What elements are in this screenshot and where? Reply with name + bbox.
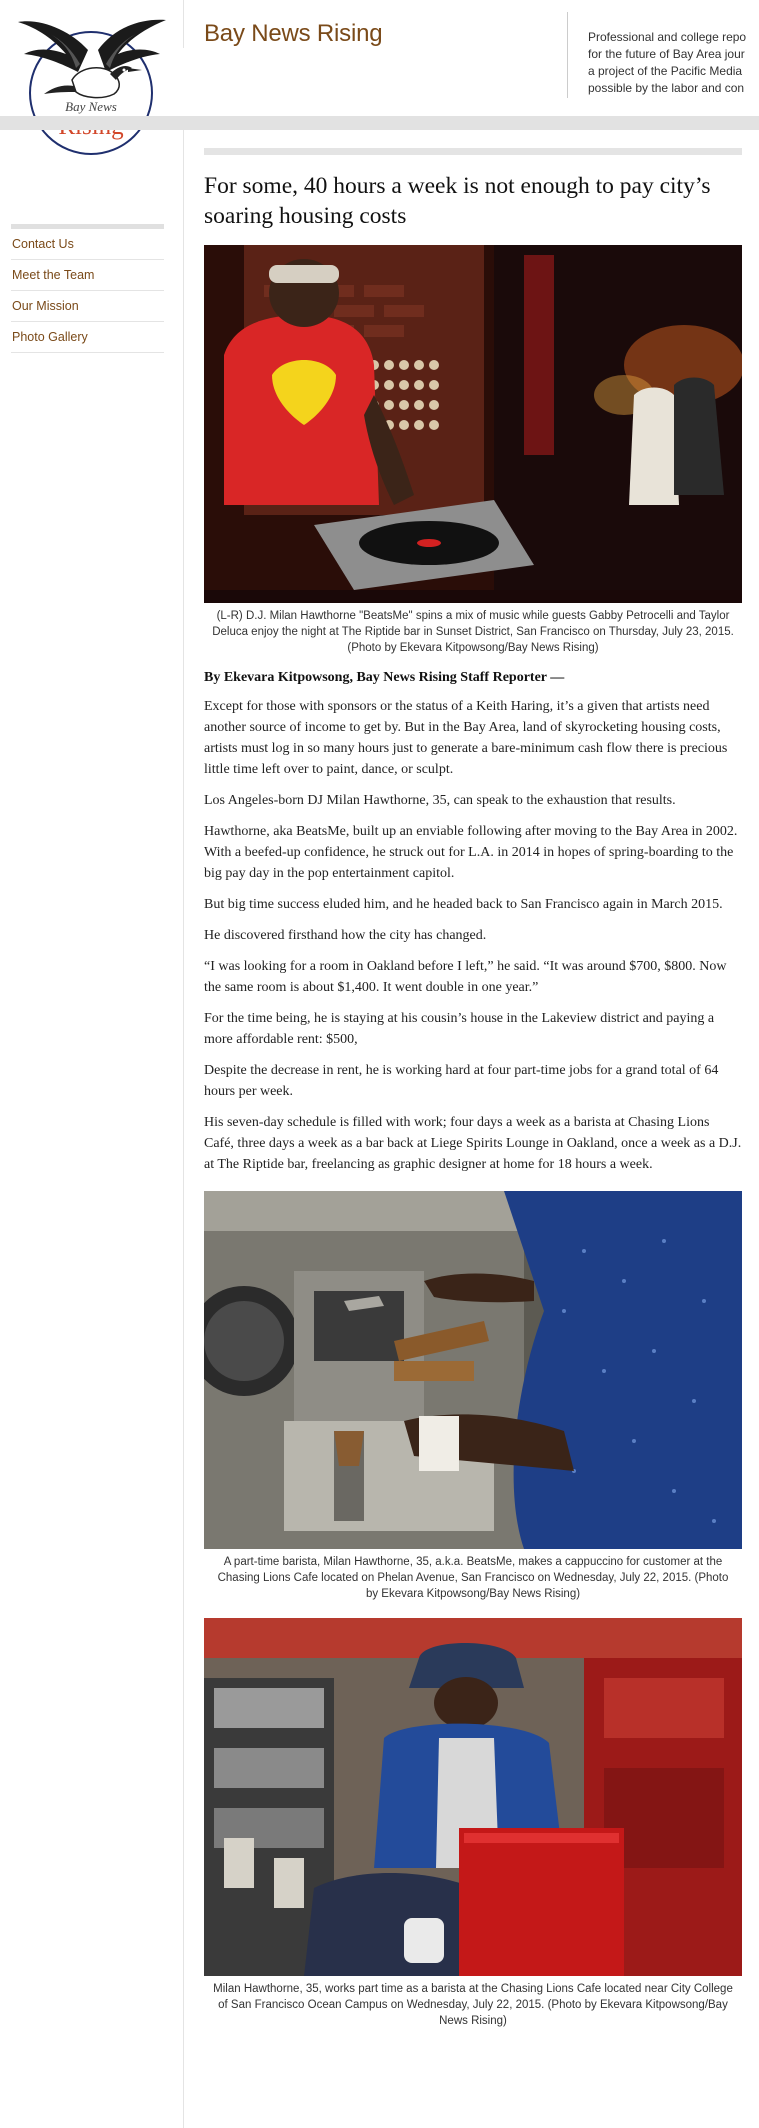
paragraph: Except for those with sponsors or the status of a Keith Haring, it’s a given that artists need another source of income to get by. But in the Bay Area, land of skyrocketing housing costs, artists must log in so many hours just to generate a bare-minimum cash flow there is precious little time left over to paint, dance, or sculpt.	[204, 699, 728, 777]
article-headline: For some, 40 hours a week is not enough to pay city’s soaring housing costs	[204, 173, 711, 229]
tagline-line: Professional and college repo	[588, 30, 747, 44]
sidebar-item-our-mission[interactable]: Our Mission	[11, 291, 164, 322]
article	[204, 148, 742, 2029]
paragraph: His seven-day schedule is filled with work; four days a week as a barista at Chasing Lions Café, three days a week as a bar back at Liege Spirits Lounge in Oakland, once a week as a D.J. at The Riptide bar, freelancing as graphic designer at home for 18 hours a week.	[204, 1115, 742, 1172]
site-title[interactable]: Bay News Rising	[204, 20, 383, 47]
article-byline: By Ekevara Kitpowsong, Bay News Rising Staff Reporter —	[204, 670, 565, 685]
paragraph: Hawthorne, aka BeatsMe, built up an enviable following after moving to the Bay Area in 2002. With a beefed-up confidence, he struck out for L.A. in 2014 in hopes of spring-boarding to the big pay day in the pop entertainment capitol.	[204, 824, 738, 881]
site-tagline	[588, 29, 759, 99]
article-top-rule	[204, 148, 742, 155]
paragraph: For the time being, he is staying at his cousin’s house in the Lakeview district and paying a more affordable rent: $500,	[204, 1011, 715, 1047]
sidebar-divider	[183, 130, 184, 2128]
barista-cafe-photo-image	[204, 1618, 742, 1976]
barista-cafe-caption: Milan Hawthorne, 35, works part time as a barista at the Chasing Lions Cafe located near City College of San Francisco Ocean Campus on Wednesday, July 22, 2015. (Photo by Ekevara Kitpowsong/Bay News Rising)	[213, 1983, 733, 2027]
tagline-line: a project of the Pacific Media	[588, 64, 743, 78]
barista-espresso-photo[interactable]	[204, 1191, 742, 1549]
barista-espresso-photo-image	[204, 1191, 742, 1549]
dj-photo-caption: (L-R) D.J. Milan Hawthorne "BeatsMe" spins a mix of music while guests Gabby Petrocelli and Taylor Deluca enjoy the night at The Riptide bar in Sunset District, San Francisco on Thursday, July 23, 2015. (Photo by Ekevara Kitpowsong/Bay News Rising)	[212, 610, 734, 654]
sidebar-item-photo-gallery[interactable]: Photo Gallery	[11, 322, 164, 353]
tagline-line: possible by the labor and con	[588, 81, 745, 95]
paragraph: Los Angeles-born DJ Milan Hawthorne, 35, can speak to the exhaustion that results.	[204, 793, 676, 808]
svg-text:Bay News: Bay News	[65, 99, 117, 114]
sidebar-item-meet-the-team[interactable]: Meet the Team	[11, 260, 164, 291]
header-divider	[183, 0, 184, 48]
dj-photo[interactable]	[204, 245, 742, 603]
bird-logo-icon	[10, 10, 172, 160]
paragraph: But big time success eluded him, and he headed back to San Francisco again in March 2015.	[204, 897, 723, 912]
barista-espresso-caption: A part-time barista, Milan Hawthorne, 35, a.k.a. BeatsMe, makes a cappuccino for customer at the Chasing Lions Cafe located on Phelan Avenue, San Francisco on Wednesday, July 22, 2015. (Photo by Ekevara Kitpowsong/Bay News Rising)	[217, 1556, 729, 1600]
barista-cafe-photo[interactable]	[204, 1618, 742, 1976]
site-header	[0, 0, 759, 130]
sidebar-item-contact-us[interactable]: Contact Us	[11, 229, 164, 260]
site-logo[interactable]	[10, 10, 172, 160]
tagline-divider	[567, 12, 568, 98]
sidebar-nav	[11, 224, 164, 353]
paragraph: “I was looking for a room in Oakland before I left,” he said. “It was around $700, $800. Now the same room is about $1,400. It went double in one year.”	[204, 959, 727, 995]
paragraph: Despite the decrease in rent, he is working hard at four part-time jobs for a grand total of 64 hours per week.	[204, 1063, 719, 1099]
header-bar	[0, 116, 759, 130]
dj-photo-image	[204, 245, 742, 603]
paragraph: He discovered firsthand how the city has changed.	[204, 928, 487, 943]
tagline-line: for the future of Bay Area jour	[588, 47, 745, 61]
